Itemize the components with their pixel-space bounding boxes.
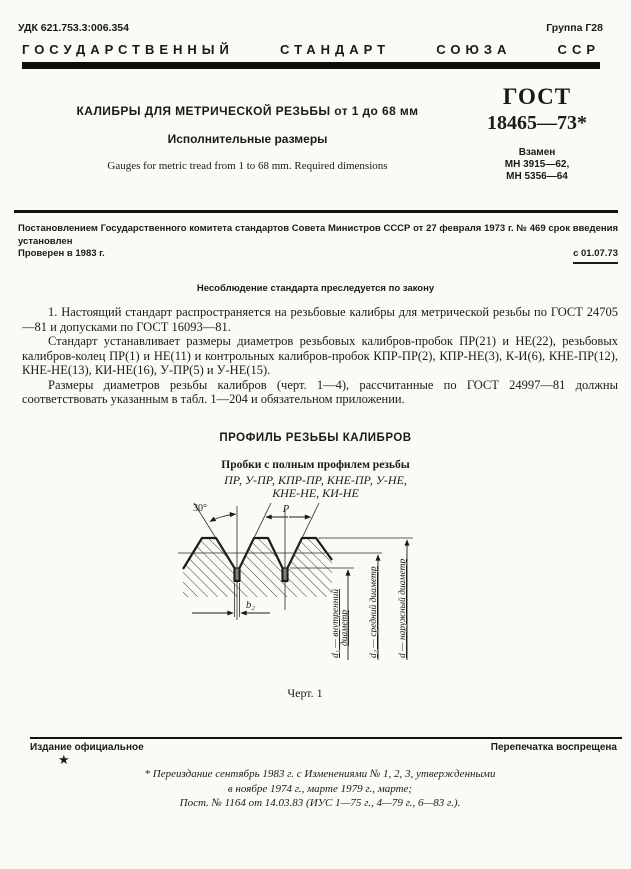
figure-caption: Черт. 1 (287, 686, 323, 700)
effective-date: с 01.07.73 (573, 248, 618, 264)
paragraph-3: Размеры диаметров резьбы калибров (черт. 1—4), рассчитанные по ГОСТ 24997—81 должны соответствовать указанным в табл. 1—204 и обязательном приложении. (22, 377, 618, 406)
horizontal-rule-top (14, 210, 618, 213)
paragraph-2: Стандарт устанавливает размеры диаметров резьбовых калибров-пробок ПР(21) и НЕ(22), резьбовых калибров-колец ПР(1) и НЕ(11) и контрольных калибров-пробок КПР-ПР(2), КПР-НЕ(3), К-И(6), КНЕ-ПР(12), КНЕ-НЕ(13), КИ-НЕ(16), У-ПР(5) и У-НЕ(15). (22, 334, 618, 377)
section-subheading: Пробки с полным профилем резьбы (221, 459, 410, 471)
gost-number-block (452, 84, 622, 183)
checked-text: Проверен в 1983 г. (18, 248, 105, 259)
decree-row (18, 248, 618, 264)
footnote-line-3: Пост. № 1164 от 14.03.83 (ИУС 1—75 г., 4—79 г., 6—83 г.). (179, 797, 461, 809)
group-code: Группа Г28 (546, 22, 603, 34)
section-heading: ПРОФИЛЬ РЕЗЬБЫ КАЛИБРОВ (219, 432, 412, 444)
thread-profile-figure (150, 500, 460, 695)
body-text (22, 305, 618, 407)
horizontal-rule-bottom (30, 737, 622, 739)
decree-text: Постановлением Государственного комитета стандартов Совета Министров СССР от 27 февраля 1973 г. № 469 срок введения установлен (18, 223, 618, 247)
replaces-item-1: МН 3915—62, (504, 159, 570, 170)
replaces-label: Взамен (518, 147, 556, 158)
outer-diameter-label: d — наружный диаметр (398, 558, 408, 658)
document-title-english: Gauges for metric tread from 1 to 68 mm. Required dimensions (107, 160, 388, 172)
gauge-types-line-1: ПР, У-ПР, КПР-ПР, КНЕ-ПР, У-НЕ, (224, 473, 407, 487)
document-subtitle: Исполнительные размеры (167, 132, 328, 146)
inner-diameter-label-line2: диаметр (340, 609, 350, 646)
footer-row (30, 742, 617, 753)
document-title: КАЛИБРЫ ДЛЯ МЕТРИЧЕСКОЙ РЕЗЬБЫ от 1 до 68 мм (76, 104, 419, 118)
footnote-line-2: в ноябре 1974 г., марте 1979 г., марте; (227, 782, 413, 795)
paragraph-1: 1. Настоящий стандарт распространяется на резьбовые калибры для метрической резьбы по ГОСТ 24705—81 и допусками по ГОСТ 16093—81. (22, 305, 618, 334)
gost-label: ГОСТ (502, 84, 572, 109)
footnotes-block (60, 767, 580, 811)
state-standard-band: ГОСУДАРСТВЕННЫЙ СТАНДАРТ СОЮЗА ССР (22, 42, 600, 57)
meta-row (18, 22, 603, 34)
footnote-star-icon: ★ (58, 752, 70, 767)
gauge-types-line-2: КНЕ-НЕ, КИ-НЕ (272, 486, 359, 500)
band-rule (22, 62, 600, 69)
inner-diameter-label-line1: d₁ — внутренний (331, 588, 341, 658)
law-notice: Несоблюдение стандарта преследуется по закону (196, 283, 435, 294)
udk-code: УДК 621.753.3:006.354 (18, 22, 129, 34)
thread-profile-drawing (150, 500, 460, 695)
official-edition-label: Издание официальное (30, 742, 144, 753)
gost-number: 18465—73* (487, 112, 587, 134)
decree-block (18, 223, 618, 264)
title-block (45, 104, 450, 172)
replaces-block (452, 147, 622, 183)
thread-section-hatch (183, 538, 332, 597)
angle-label: 30° (193, 503, 207, 514)
pitch-label: P (282, 504, 290, 515)
slot-width-label: b₂ (246, 600, 255, 611)
footnote-line-1: * Переиздание сентябрь 1983 г. с Изменениями № 1, 2, 3, утвержденными (144, 768, 496, 780)
reprint-forbidden-label: Перепечатка воспрещена (490, 742, 617, 753)
replaces-item-2: МН 5356—64 (506, 171, 568, 182)
pitch-diameter-label: d₂ — средний диаметр (369, 566, 379, 658)
